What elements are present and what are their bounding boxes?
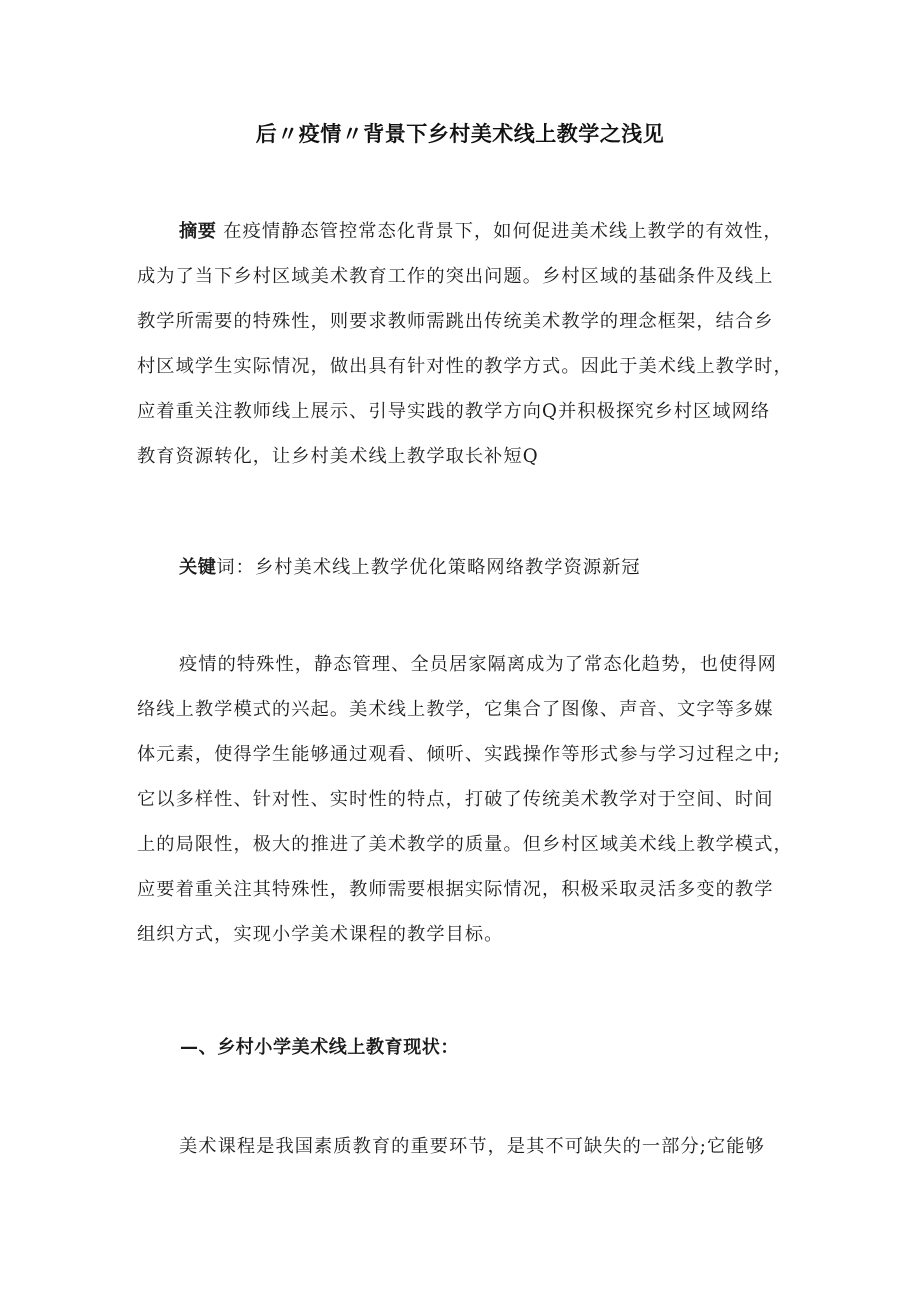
- keywords-text: 词：乡村美术线上教学优化策略网络教学资源新冠: [216, 557, 641, 578]
- abstract-paragraph: [137, 209, 797, 479]
- abstract-line-4: 村区域学生实际情况，做出具有针对性的教学方式。因此于美术线上教学时，: [137, 356, 793, 377]
- abstract-label: 摘要: [179, 221, 217, 242]
- intro-line-4: 它以多样性、针对性、实时性的特点，打破了传统美术教学对于空间、时间: [137, 789, 774, 810]
- abstract-text-1: 在疫情静态管控常态化背景下，如何促进美术线上教学的有效性，: [223, 221, 783, 242]
- section-line-1: 美术课程是我国素质教育的重要环节，是其不可缺失的一部分;它能够: [179, 1136, 765, 1157]
- section-heading: —、乡村小学美术线上教育现状：: [180, 1037, 459, 1058]
- abstract-line-3: 教学所需要的特殊性，则要求教师需跳出传统美术教学的理念框架，结合乡: [137, 311, 774, 332]
- document-title: 后〃疫情〃背景下乡村美术线上教学之浅见: [255, 122, 665, 146]
- section-paragraph: [137, 1124, 797, 1169]
- intro-line-5: 上的局限性，极大的推进了美术教学的质量。但乡村区域美术线上教学模式，: [137, 834, 793, 855]
- intro-paragraph: [137, 642, 797, 957]
- intro-line-6: 应要着重关注其特殊性，教师需要根据实际情况，积极采取灵活多变的教学: [137, 879, 774, 900]
- intro-line-3: 体元素，使得学生能够通过观看、倾听、实践操作等形式参与学习过程之中;: [137, 744, 781, 765]
- abstract-line-1: [137, 209, 797, 254]
- keywords-label: 关键: [179, 557, 217, 578]
- abstract-line-5: 应着重关注教师线上展示、引导实践的教学方向Q并积极探究乡村区域网络: [137, 401, 771, 422]
- abstract-line-6: 教育资源转化，让乡村美术线上教学取长补短Q: [137, 446, 539, 467]
- intro-line-2: 络线上教学模式的兴起。美术线上教学，它集合了图像、声音、文字等多媒: [137, 699, 774, 720]
- keywords-line: [137, 545, 797, 590]
- keywords-paragraph: [137, 545, 797, 590]
- intro-line-7: 组织方式，实现小学美术课程的教学目标。: [137, 924, 504, 945]
- abstract-line-2: 成为了当下乡村区域美术教育工作的突出问题。乡村区域的基础条件及线上: [137, 266, 774, 287]
- intro-line-1: 疫情的特殊性，静态管理、全员居家隔离成为了常态化趋势，也使得网: [179, 654, 777, 675]
